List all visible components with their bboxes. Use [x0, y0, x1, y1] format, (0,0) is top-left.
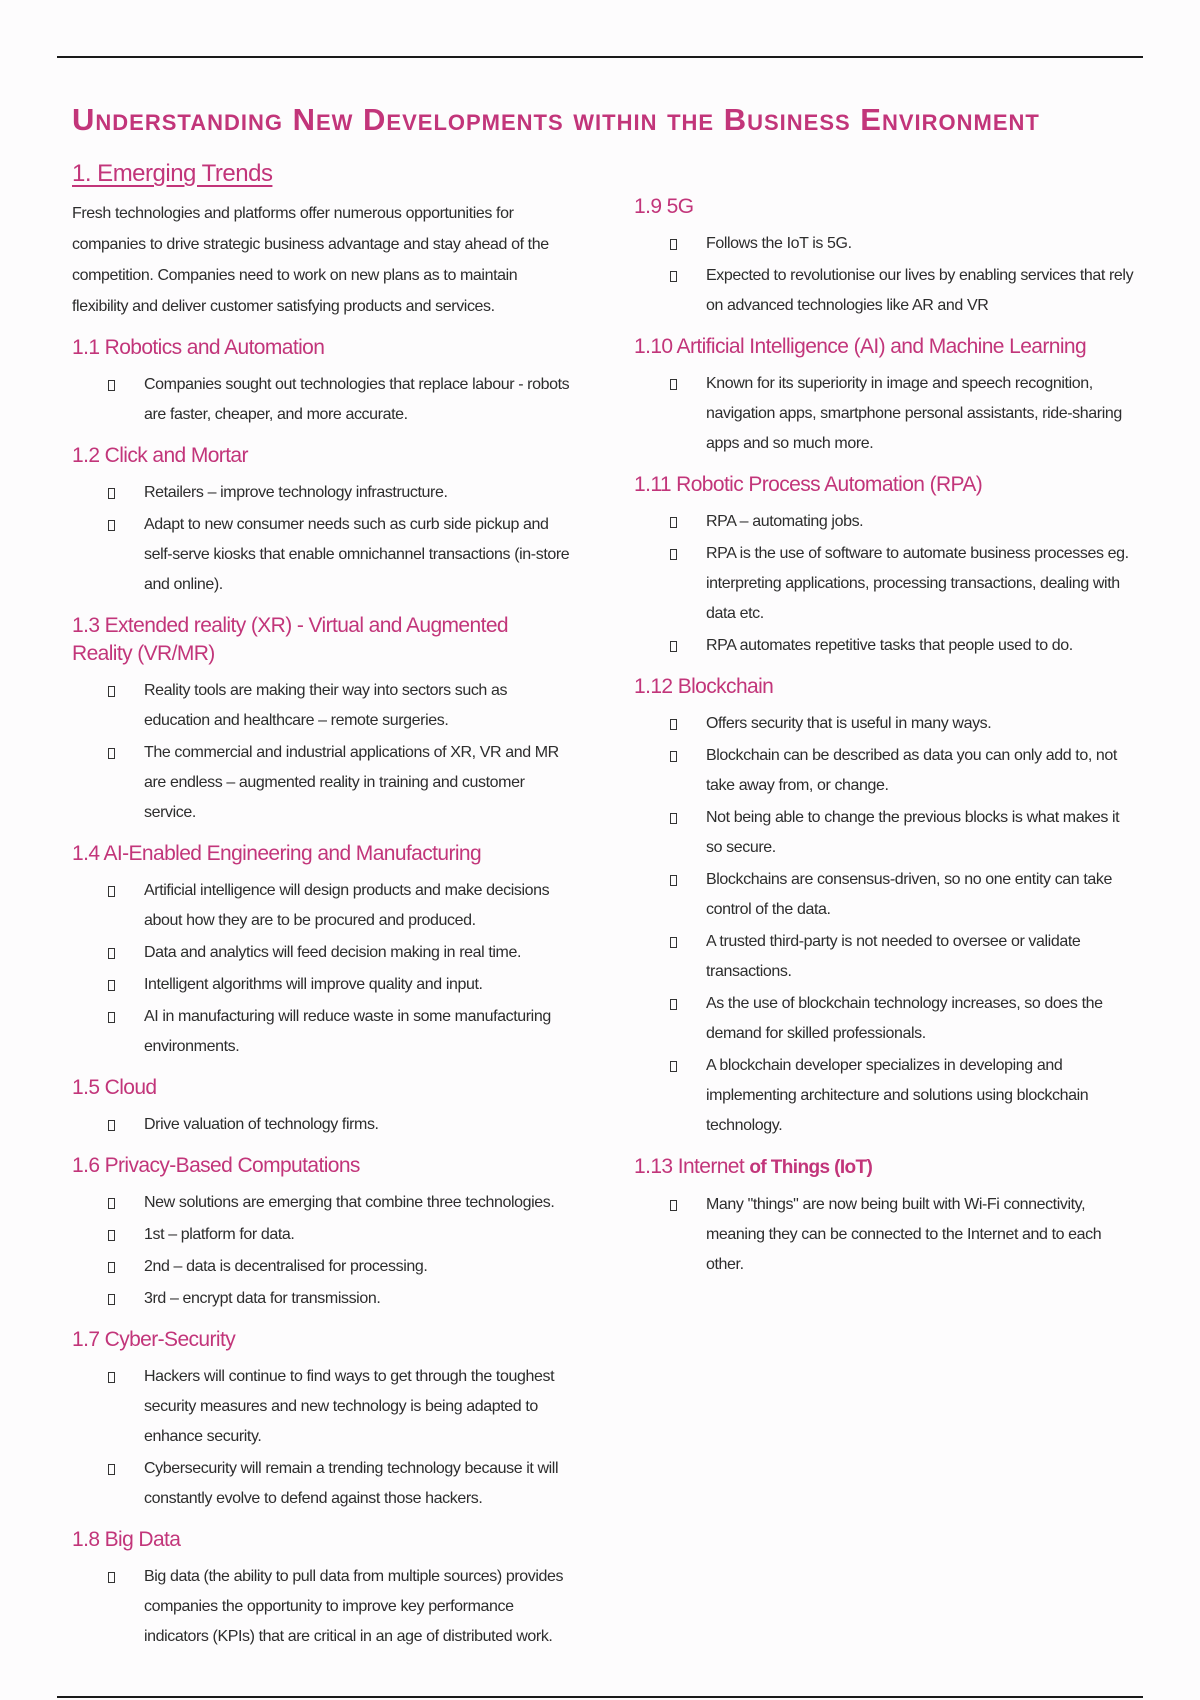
square-bullet-icon: [670, 641, 677, 652]
list-item: [72, 1562, 572, 1652]
bullet-list: [634, 369, 1134, 459]
square-bullet-icon: [108, 1120, 115, 1131]
list-item: [634, 709, 1134, 739]
section-heading: 1.9 5G: [634, 195, 694, 218]
section-heading: 1.8 Big Data: [72, 1528, 181, 1551]
square-bullet-icon: [108, 520, 115, 531]
square-bullet-icon: [108, 1230, 115, 1241]
bullet-list: [72, 370, 572, 430]
list-item: [72, 510, 572, 600]
section-heading-highlight: of Things (IoT): [749, 1157, 873, 1178]
bullet-list: [72, 1110, 572, 1140]
square-bullet-icon: [670, 937, 677, 948]
section-heading: 1.4 AI-Enabled Engineering and Manufacturing: [72, 842, 482, 865]
list-item: [72, 370, 572, 430]
list-item: [72, 1220, 572, 1250]
list-item-text: Big data (the ability to pull data from multiple sources) provides companies the opportunity to improve key performance indicators (KPIs) that are critical in an age of distributed work.: [144, 1568, 564, 1645]
list-item-text: 2nd – data is decentralised for processing.: [144, 1258, 428, 1275]
list-item: [634, 507, 1134, 537]
bullet-list: [634, 1190, 1134, 1280]
square-bullet-icon: [670, 719, 677, 730]
square-bullet-icon: [670, 875, 677, 886]
square-bullet-icon: [670, 239, 677, 250]
list-item-text: Drive valuation of technology firms.: [144, 1116, 379, 1133]
section-heading: 1.2 Click and Mortar: [72, 444, 248, 467]
square-bullet-icon: [108, 980, 115, 991]
list-item-text: 1st – platform for data.: [144, 1226, 295, 1243]
top-rule: [57, 56, 1143, 58]
right-column: [634, 193, 1134, 1292]
list-item: [634, 741, 1134, 801]
square-bullet-icon: [108, 1198, 115, 1209]
list-item: [72, 738, 572, 828]
list-item-text: Expected to revolutionise our lives by enabling services that rely on advanced technologies like AR and VR: [706, 267, 1134, 314]
list-item: [72, 876, 572, 936]
list-item-text: Cybersecurity will remain a trending technology because it will constantly evolve to defend against those hackers.: [144, 1460, 559, 1507]
square-bullet-icon: [108, 686, 115, 697]
bottom-rule: [57, 1696, 1143, 1698]
bullet-list: [72, 1562, 572, 1652]
list-item-text: Known for its superiority in image and speech recognition, navigation apps, smartphone personal assistants, ride-sharing apps and so much more.: [706, 375, 1122, 452]
square-bullet-icon: [670, 517, 677, 528]
list-item-text: Adapt to new consumer needs such as curb side pickup and self-serve kiosks that enable omnichannel transactions (in-store and online).: [144, 516, 570, 593]
intro-paragraph: Fresh technologies and platforms offer numerous opportunities for companies to drive strategic business advantage and stay ahead of the competition. Companies need to work on new plans as to maintain flexibility and deliver customer satisfying products and services.: [72, 205, 549, 315]
section: [72, 1326, 572, 1514]
list-item: [634, 229, 1134, 259]
section-heading: 1.11 Robotic Process Automation (RPA): [634, 473, 983, 496]
square-bullet-icon: [108, 948, 115, 959]
bullet-list: [72, 1362, 572, 1514]
section: [634, 193, 1134, 321]
list-item: [72, 1110, 572, 1140]
list-item: [72, 1002, 572, 1062]
list-item-text: Many "things" are now being built with Wi-Fi connectivity, meaning they can be connected to the Internet and to each other.: [706, 1196, 1102, 1273]
list-item-text: Follows the IoT is 5G.: [706, 235, 852, 252]
bullet-list: [72, 876, 572, 1062]
square-bullet-icon: [670, 271, 677, 282]
section: [72, 1152, 572, 1314]
list-item-text: Offers security that is useful in many ways.: [706, 715, 992, 732]
square-bullet-icon: [670, 1061, 677, 1072]
square-bullet-icon: [108, 886, 115, 897]
section: [72, 1074, 572, 1140]
square-bullet-icon: [108, 380, 115, 391]
list-item-text: Artificial intelligence will design products and make decisions about how they are to be procured and produced.: [144, 882, 550, 929]
square-bullet-icon: [108, 488, 115, 499]
section-heading: 1.12 Blockchain: [634, 675, 774, 698]
section-heading-prefix: 1.13 Internet: [634, 1155, 750, 1178]
section-heading: [634, 1153, 1134, 1182]
square-bullet-icon: [670, 813, 677, 824]
section: [72, 1526, 572, 1652]
main-heading: 1. Emerging Trends: [72, 160, 273, 187]
list-item-text: Intelligent algorithms will improve quality and input.: [144, 976, 483, 993]
square-bullet-icon: [670, 379, 677, 390]
list-item-text: New solutions are emerging that combine three technologies.: [144, 1194, 555, 1211]
list-item-text: Blockchain can be described as data you can only add to, not take away from, or change.: [706, 747, 1117, 794]
list-item-text: Data and analytics will feed decision making in real time.: [144, 944, 521, 961]
section-heading: 1.7 Cyber-Security: [72, 1328, 236, 1351]
square-bullet-icon: [108, 1012, 115, 1023]
list-item-text: Not being able to change the previous blocks is what makes it so secure.: [706, 809, 1120, 856]
bullet-list: [72, 676, 572, 828]
list-item: [72, 1454, 572, 1514]
list-item: [634, 539, 1134, 629]
list-item: [634, 989, 1134, 1049]
section: [634, 333, 1134, 459]
list-item-text: Retailers – improve technology infrastructure.: [144, 484, 448, 501]
section: [634, 1153, 1134, 1280]
left-sections: [72, 334, 572, 1652]
section: [72, 612, 572, 828]
list-item: [634, 927, 1134, 987]
section: [72, 840, 572, 1062]
square-bullet-icon: [670, 751, 677, 762]
section: [72, 334, 572, 430]
list-item: [72, 676, 572, 736]
list-item-text: Hackers will continue to find ways to get through the toughest security measures and new technology is being adapted to enhance security.: [144, 1368, 555, 1445]
list-item: [634, 865, 1134, 925]
list-item-text: A trusted third-party is not needed to oversee or validate transactions.: [706, 933, 1081, 980]
list-item: [72, 1252, 572, 1282]
section: [72, 442, 572, 600]
square-bullet-icon: [108, 1262, 115, 1273]
page-title: Understanding New Developments within the Business Environment: [72, 102, 1040, 137]
square-bullet-icon: [670, 999, 677, 1010]
list-item-text: RPA – automating jobs.: [706, 513, 864, 530]
list-item: [72, 478, 572, 508]
list-item-text: AI in manufacturing will reduce waste in some manufacturing environments.: [144, 1008, 551, 1055]
square-bullet-icon: [108, 1572, 115, 1583]
square-bullet-icon: [108, 1372, 115, 1383]
list-item: [634, 631, 1134, 661]
square-bullet-icon: [108, 1464, 115, 1475]
section: [634, 673, 1134, 1141]
section-heading: 1.1 Robotics and Automation: [72, 336, 325, 359]
square-bullet-icon: [670, 549, 677, 560]
list-item-text: RPA is the use of software to automate business processes eg. interpreting applications, processing transactions, dealing with data etc.: [706, 545, 1129, 622]
list-item-text: RPA automates repetitive tasks that people used to do.: [706, 637, 1073, 654]
right-sections: [634, 193, 1134, 1280]
list-item-text: Companies sought out technologies that replace labour - robots are faster, cheaper, and more accurate.: [144, 376, 570, 423]
section-heading: 1.5 Cloud: [72, 1076, 157, 1099]
square-bullet-icon: [108, 1294, 115, 1305]
list-item-text: As the use of blockchain technology increases, so does the demand for skilled professionals.: [706, 995, 1103, 1042]
list-item-text: Reality tools are making their way into sectors such as education and healthcare – remote surgeries.: [144, 682, 508, 729]
bullet-list: [634, 709, 1134, 1141]
section-heading: 1.3 Extended reality (XR) - Virtual and Augmented Reality (VR/MR): [72, 614, 508, 665]
list-item-text: A blockchain developer specializes in developing and implementing architecture and solutions using blockchain technology.: [706, 1057, 1089, 1134]
bullet-list: [634, 229, 1134, 321]
list-item: [72, 1362, 572, 1452]
list-item: [634, 1190, 1134, 1280]
list-item: [72, 938, 572, 968]
list-item: [72, 1188, 572, 1218]
bullet-list: [634, 507, 1134, 661]
section: [634, 471, 1134, 661]
section-heading: 1.6 Privacy-Based Computations: [72, 1154, 360, 1177]
square-bullet-icon: [670, 1200, 677, 1211]
list-item: [634, 369, 1134, 459]
list-item-text: The commercial and industrial applications of XR, VR and MR are endless – augmented reality in training and customer service.: [144, 744, 559, 821]
bullet-list: [72, 1188, 572, 1314]
list-item: [72, 1284, 572, 1314]
left-column: [72, 160, 572, 1664]
list-item: [634, 803, 1134, 863]
list-item-text: Blockchains are consensus-driven, so no one entity can take control of the data.: [706, 871, 1112, 918]
list-item: [634, 261, 1134, 321]
list-item-text: 3rd – encrypt data for transmission.: [144, 1290, 381, 1307]
bullet-list: [72, 478, 572, 600]
square-bullet-icon: [108, 748, 115, 759]
list-item: [72, 970, 572, 1000]
list-item: [634, 1051, 1134, 1141]
section-heading: 1.10 Artificial Intelligence (AI) and Machine Learning: [634, 335, 1087, 358]
